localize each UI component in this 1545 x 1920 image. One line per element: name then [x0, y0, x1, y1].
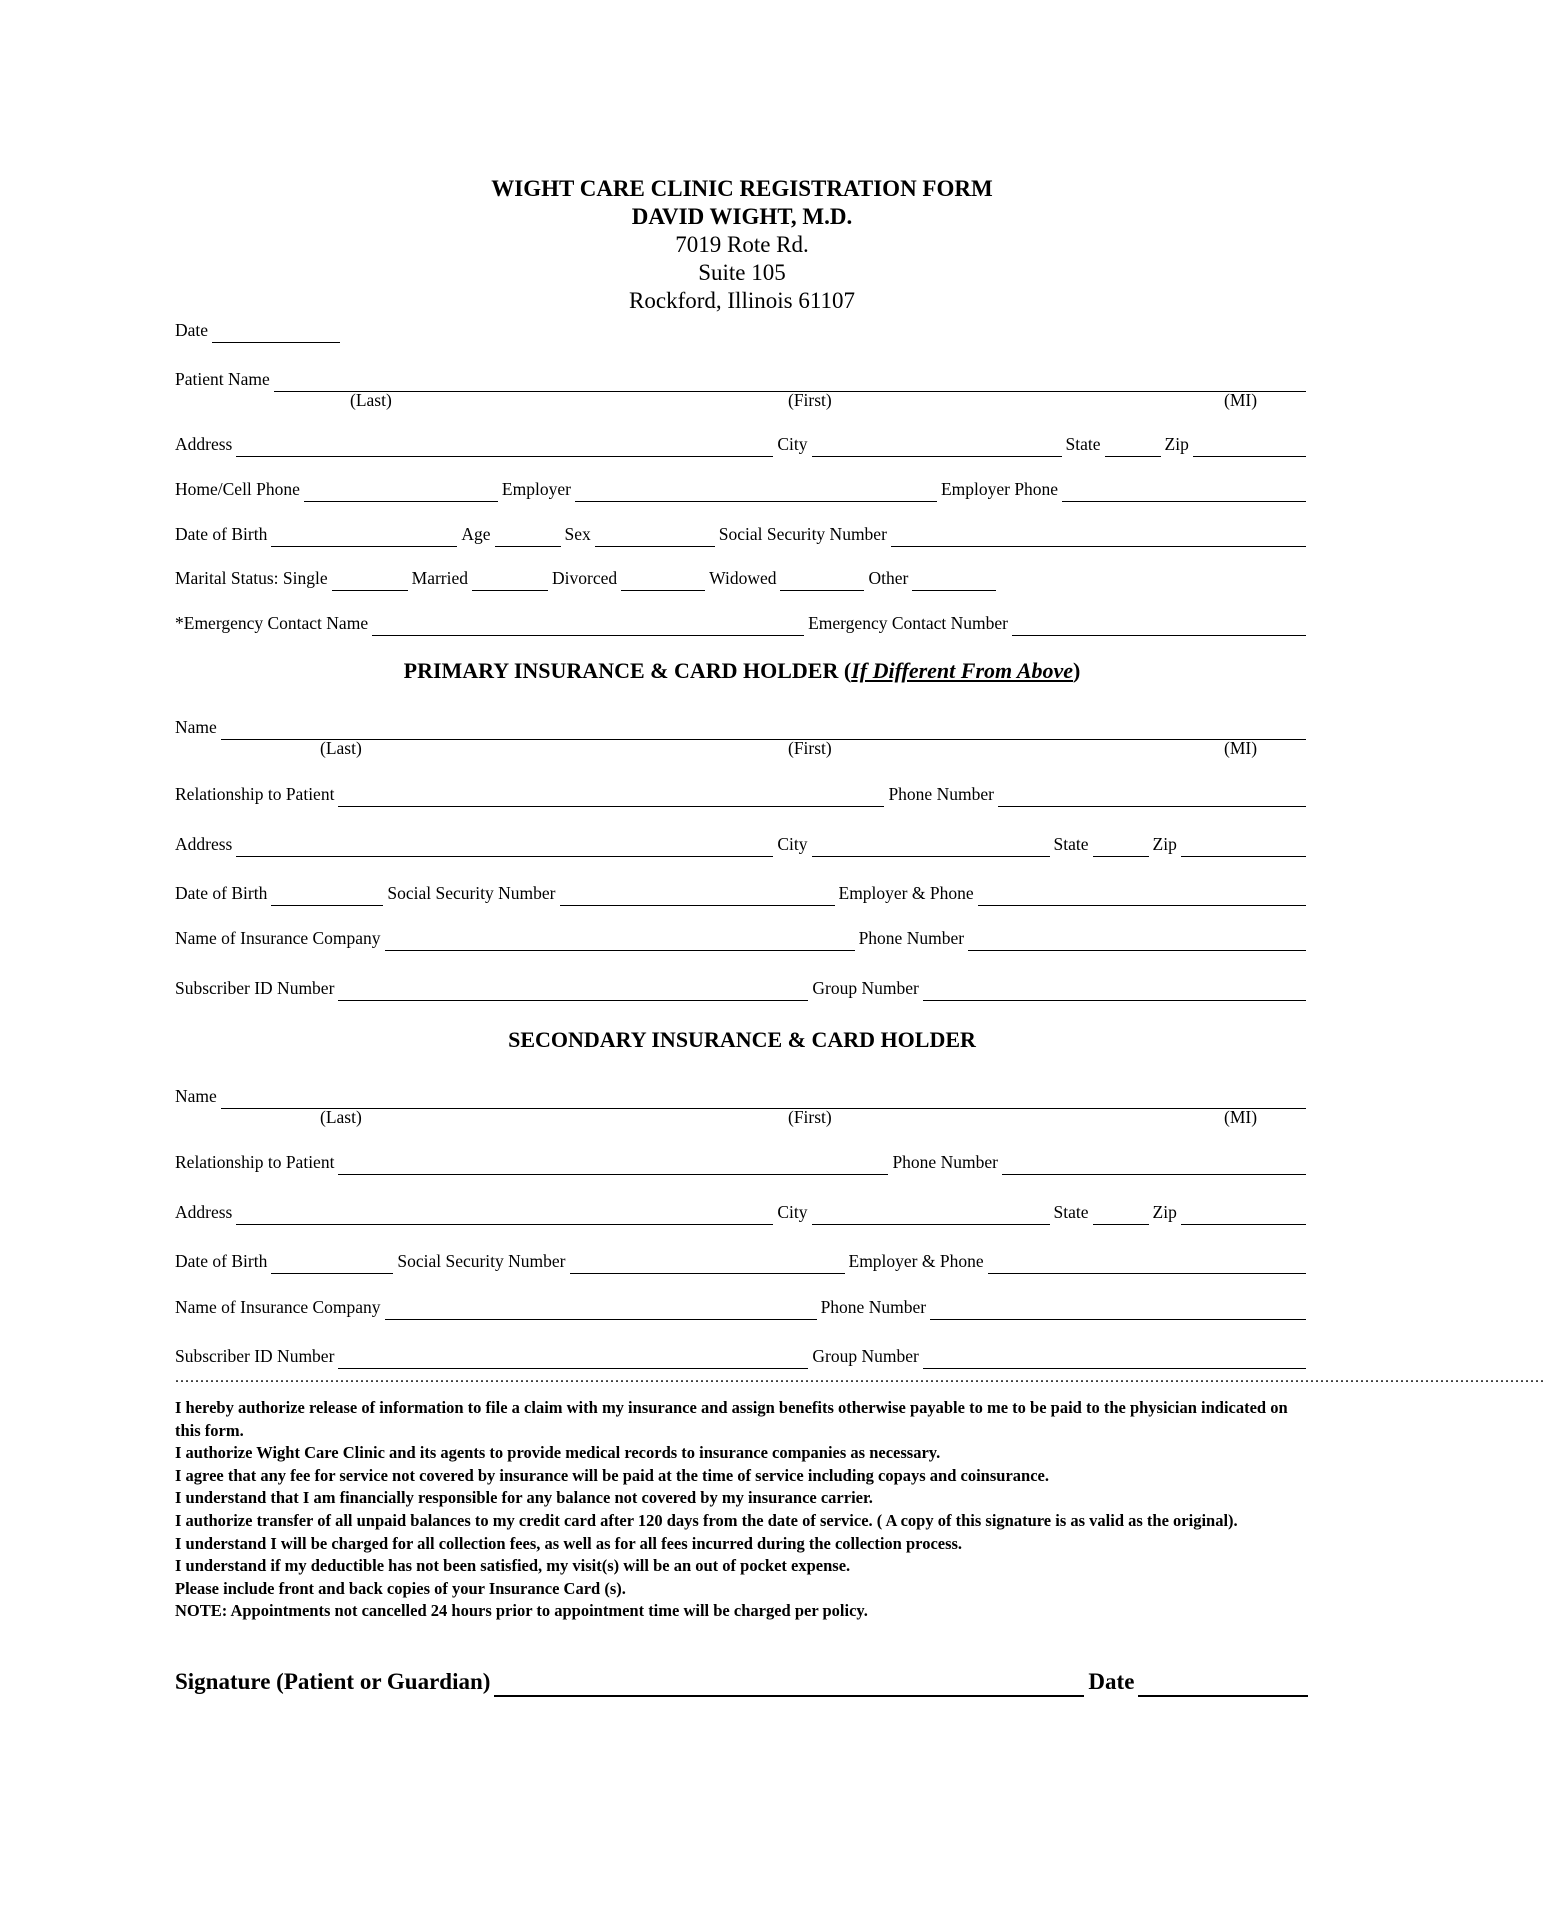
secondary-name-field[interactable]: [221, 1086, 1306, 1109]
primary-relationship-field[interactable]: [338, 784, 884, 807]
primary-group-label: Group Number: [812, 978, 919, 998]
secondary-ssn-field[interactable]: [570, 1251, 845, 1274]
primary-subscriber-id-field[interactable]: [338, 978, 808, 1001]
patient-phone-row: [175, 476, 1310, 502]
zip-label: Zip: [1164, 434, 1189, 454]
primary-group-field[interactable]: [923, 978, 1306, 1001]
address-field[interactable]: [236, 434, 773, 457]
primary-mi-caption: (MI): [1224, 738, 1258, 758]
employer-phone-field[interactable]: [1062, 479, 1306, 502]
secondary-address-field[interactable]: [236, 1202, 773, 1225]
primary-dob-label: Date of Birth: [175, 883, 268, 903]
secondary-phone-field[interactable]: [1002, 1152, 1306, 1175]
primary-state-field[interactable]: [1093, 834, 1149, 857]
sex-label: Sex: [564, 524, 591, 544]
single-field[interactable]: [332, 568, 408, 591]
employer-phone-label: Employer Phone: [940, 479, 1059, 499]
secondary-last-caption: (Last): [320, 1107, 362, 1127]
date-row: [175, 317, 1310, 343]
secondary-ssn-label: Social Security Number: [397, 1251, 566, 1271]
patient-first-caption: (First): [788, 390, 832, 410]
city-label: City: [777, 434, 808, 454]
street-address: 7019 Rote Rd.: [675, 232, 809, 257]
age-label: Age: [461, 524, 491, 544]
marital-status-row: [175, 565, 1310, 591]
secondary-group-field[interactable]: [923, 1346, 1306, 1369]
primary-phone-label: Phone Number: [888, 784, 994, 804]
signature-field[interactable]: [494, 1667, 1084, 1697]
secondary-phone-label: Phone Number: [892, 1152, 998, 1172]
divorced-field[interactable]: [621, 568, 705, 591]
primary-address-row: [175, 831, 1310, 857]
primary-heading-close: ): [1073, 658, 1081, 683]
secondary-employer-phone-label: Employer & Phone: [848, 1251, 984, 1271]
primary-first-caption: (First): [788, 738, 832, 758]
secondary-city-field[interactable]: [812, 1202, 1050, 1225]
patient-name-field[interactable]: [274, 369, 1306, 392]
secondary-address-row: [175, 1199, 1310, 1225]
secondary-zip-field[interactable]: [1181, 1202, 1306, 1225]
patient-last-caption: (Last): [350, 390, 392, 410]
secondary-state-label: State: [1053, 1202, 1089, 1222]
primary-name-row: [175, 714, 1310, 740]
emergency-contact-row: [175, 610, 1310, 636]
terms-line: I authorize Wight Care Clinic and its agents to provide medical records to insurance companies as necessary.: [175, 1443, 941, 1463]
primary-ssn-label: Social Security Number: [387, 883, 556, 903]
primary-insurance-phone-label: Phone Number: [858, 928, 965, 948]
dob-label: Date of Birth: [175, 524, 268, 544]
form-title: WIGHT CARE CLINIC REGISTRATION FORM: [491, 176, 993, 201]
primary-name-label: Name: [175, 717, 217, 737]
secondary-relationship-label: Relationship to Patient: [175, 1152, 335, 1172]
primary-phone-field[interactable]: [998, 784, 1306, 807]
secondary-dob-field[interactable]: [271, 1251, 393, 1274]
secondary-group-label: Group Number: [812, 1346, 919, 1366]
secondary-employer-phone-field[interactable]: [988, 1251, 1306, 1274]
primary-dob-field[interactable]: [271, 883, 383, 906]
emergency-number-field[interactable]: [1012, 613, 1306, 636]
employer-field[interactable]: [575, 479, 937, 502]
primary-zip-field[interactable]: [1181, 834, 1306, 857]
widowed-field[interactable]: [780, 568, 864, 591]
terms-line: I understand if my deductible has not been satisfied, my visit(s) will be an out of pocket expense.: [175, 1556, 851, 1576]
primary-employer-phone-label: Employer & Phone: [838, 883, 974, 903]
dob-field[interactable]: [271, 524, 457, 547]
other-field[interactable]: [912, 568, 996, 591]
emergency-number-label: Emergency Contact Number: [808, 613, 1008, 633]
primary-address-label: Address: [175, 834, 233, 854]
patient-mi-caption: (MI): [1224, 390, 1258, 410]
employer-label: Employer: [501, 479, 571, 499]
primary-address-field[interactable]: [236, 834, 773, 857]
secondary-name-label: Name: [175, 1086, 217, 1106]
zip-field[interactable]: [1193, 434, 1306, 457]
emergency-name-label: *Emergency Contact Name: [175, 613, 369, 633]
patient-name-row: [175, 366, 1310, 392]
date-field[interactable]: [212, 320, 340, 343]
city-state-zip: Rockford, Illinois 61107: [629, 288, 855, 313]
home-phone-label: Home/Cell Phone: [175, 479, 300, 499]
primary-heading-emphasis: If Different From Above: [851, 658, 1074, 683]
secondary-insurance-heading: SECONDARY INSURANCE & CARD HOLDER: [508, 1027, 976, 1052]
signature-date-field[interactable]: [1138, 1667, 1308, 1697]
sex-field[interactable]: [595, 524, 715, 547]
age-field[interactable]: [495, 524, 561, 547]
married-label: Married: [411, 568, 469, 588]
secondary-state-field[interactable]: [1093, 1202, 1149, 1225]
address-label: Address: [175, 434, 233, 454]
primary-subscriber-row: [175, 975, 1310, 1001]
emergency-name-field[interactable]: [372, 613, 804, 636]
authorization-terms: [175, 1397, 1310, 1623]
secondary-relationship-field[interactable]: [338, 1152, 888, 1175]
primary-dob-row: [175, 880, 1310, 906]
suite: Suite 105: [698, 260, 786, 285]
primary-insurance-company-row: [175, 925, 1310, 951]
terms-note: NOTE: Appointments not cancelled 24 hours prior to appointment time will be charged per policy.: [175, 1601, 868, 1621]
patient-dob-row: [175, 521, 1310, 547]
secondary-insurance-company-field[interactable]: [385, 1297, 817, 1320]
secondary-insurance-phone-label: Phone Number: [820, 1297, 927, 1317]
secondary-relationship-row: [175, 1149, 1310, 1175]
married-field[interactable]: [472, 568, 548, 591]
primary-employer-phone-field[interactable]: [978, 883, 1306, 906]
secondary-name-row: [175, 1083, 1310, 1109]
secondary-subscriber-id-label: Subscriber ID Number: [175, 1346, 335, 1366]
other-label: Other: [868, 568, 909, 588]
state-field[interactable]: [1105, 434, 1161, 457]
secondary-insurance-company-label: Name of Insurance Company: [175, 1297, 381, 1317]
city-field[interactable]: [812, 434, 1062, 457]
terms-line: I authorize transfer of all unpaid balances to my credit card after 120 days from the date of service. ( A copy of this signature is as valid as the original).: [175, 1510, 1238, 1530]
primary-name-field[interactable]: [221, 717, 1306, 740]
ssn-field[interactable]: [891, 524, 1306, 547]
secondary-mi-caption: (MI): [1224, 1107, 1258, 1127]
secondary-insurance-company-row: [175, 1294, 1310, 1320]
primary-city-label: City: [777, 834, 808, 854]
primary-subscriber-id-label: Subscriber ID Number: [175, 978, 335, 998]
primary-zip-label: Zip: [1152, 834, 1177, 854]
primary-relationship-row: [175, 781, 1310, 807]
terms-line: I hereby authorize release of information to file a claim with my insurance and assign benefits otherwise payable to me to be paid to the physician indicated on this form.: [175, 1398, 1288, 1440]
signature-date-label: Date: [1088, 1669, 1135, 1694]
terms-line: Please include front and back copies of your Insurance Card (s).: [175, 1578, 626, 1598]
primary-ssn-field[interactable]: [560, 883, 835, 906]
state-label: State: [1065, 434, 1101, 454]
secondary-address-label: Address: [175, 1202, 233, 1222]
primary-state-label: State: [1053, 834, 1089, 854]
secondary-subscriber-row: [175, 1343, 1310, 1369]
divorced-label: Divorced: [552, 568, 618, 588]
primary-last-caption: (Last): [320, 738, 362, 758]
secondary-city-label: City: [777, 1202, 808, 1222]
ssn-label: Social Security Number: [718, 524, 887, 544]
primary-insurance-phone-field[interactable]: [968, 928, 1306, 951]
marital-single-label: Marital Status: Single: [175, 568, 328, 588]
secondary-first-caption: (First): [788, 1107, 832, 1127]
terms-line: I understand I will be charged for all collection fees, as well as for all fees incurred during the collection process.: [175, 1533, 963, 1553]
dotted-divider: ..................................................................................................................................................................................................................................................................................: [175, 1369, 1545, 1386]
primary-insurance-heading: [0, 658, 1484, 684]
secondary-dob-row: [175, 1248, 1310, 1274]
primary-relationship-label: Relationship to Patient: [175, 784, 335, 804]
secondary-subscriber-id-field[interactable]: [338, 1346, 808, 1369]
primary-insurance-company-field[interactable]: [385, 928, 855, 951]
home-phone-field[interactable]: [304, 479, 498, 502]
patient-name-label: Patient Name: [175, 369, 270, 389]
doctor-name: DAVID WIGHT, M.D.: [631, 204, 853, 229]
terms-line: I understand that I am financially responsible for any balance not covered by my insurance carrier.: [175, 1488, 873, 1508]
date-label: Date: [175, 320, 209, 340]
signature-label: Signature (Patient or Guardian): [175, 1669, 491, 1694]
secondary-insurance-phone-field[interactable]: [930, 1297, 1306, 1320]
terms-line: I agree that any fee for service not covered by insurance will be paid at the time of service including copays and coinsurance.: [175, 1465, 1049, 1485]
signature-row: [175, 1663, 1312, 1697]
patient-address-row: [175, 431, 1310, 457]
primary-insurance-company-label: Name of Insurance Company: [175, 928, 381, 948]
primary-city-field[interactable]: [812, 834, 1050, 857]
secondary-zip-label: Zip: [1152, 1202, 1177, 1222]
secondary-dob-label: Date of Birth: [175, 1251, 268, 1271]
primary-heading-text: PRIMARY INSURANCE & CARD HOLDER (: [403, 658, 852, 683]
widowed-label: Widowed: [709, 568, 777, 588]
